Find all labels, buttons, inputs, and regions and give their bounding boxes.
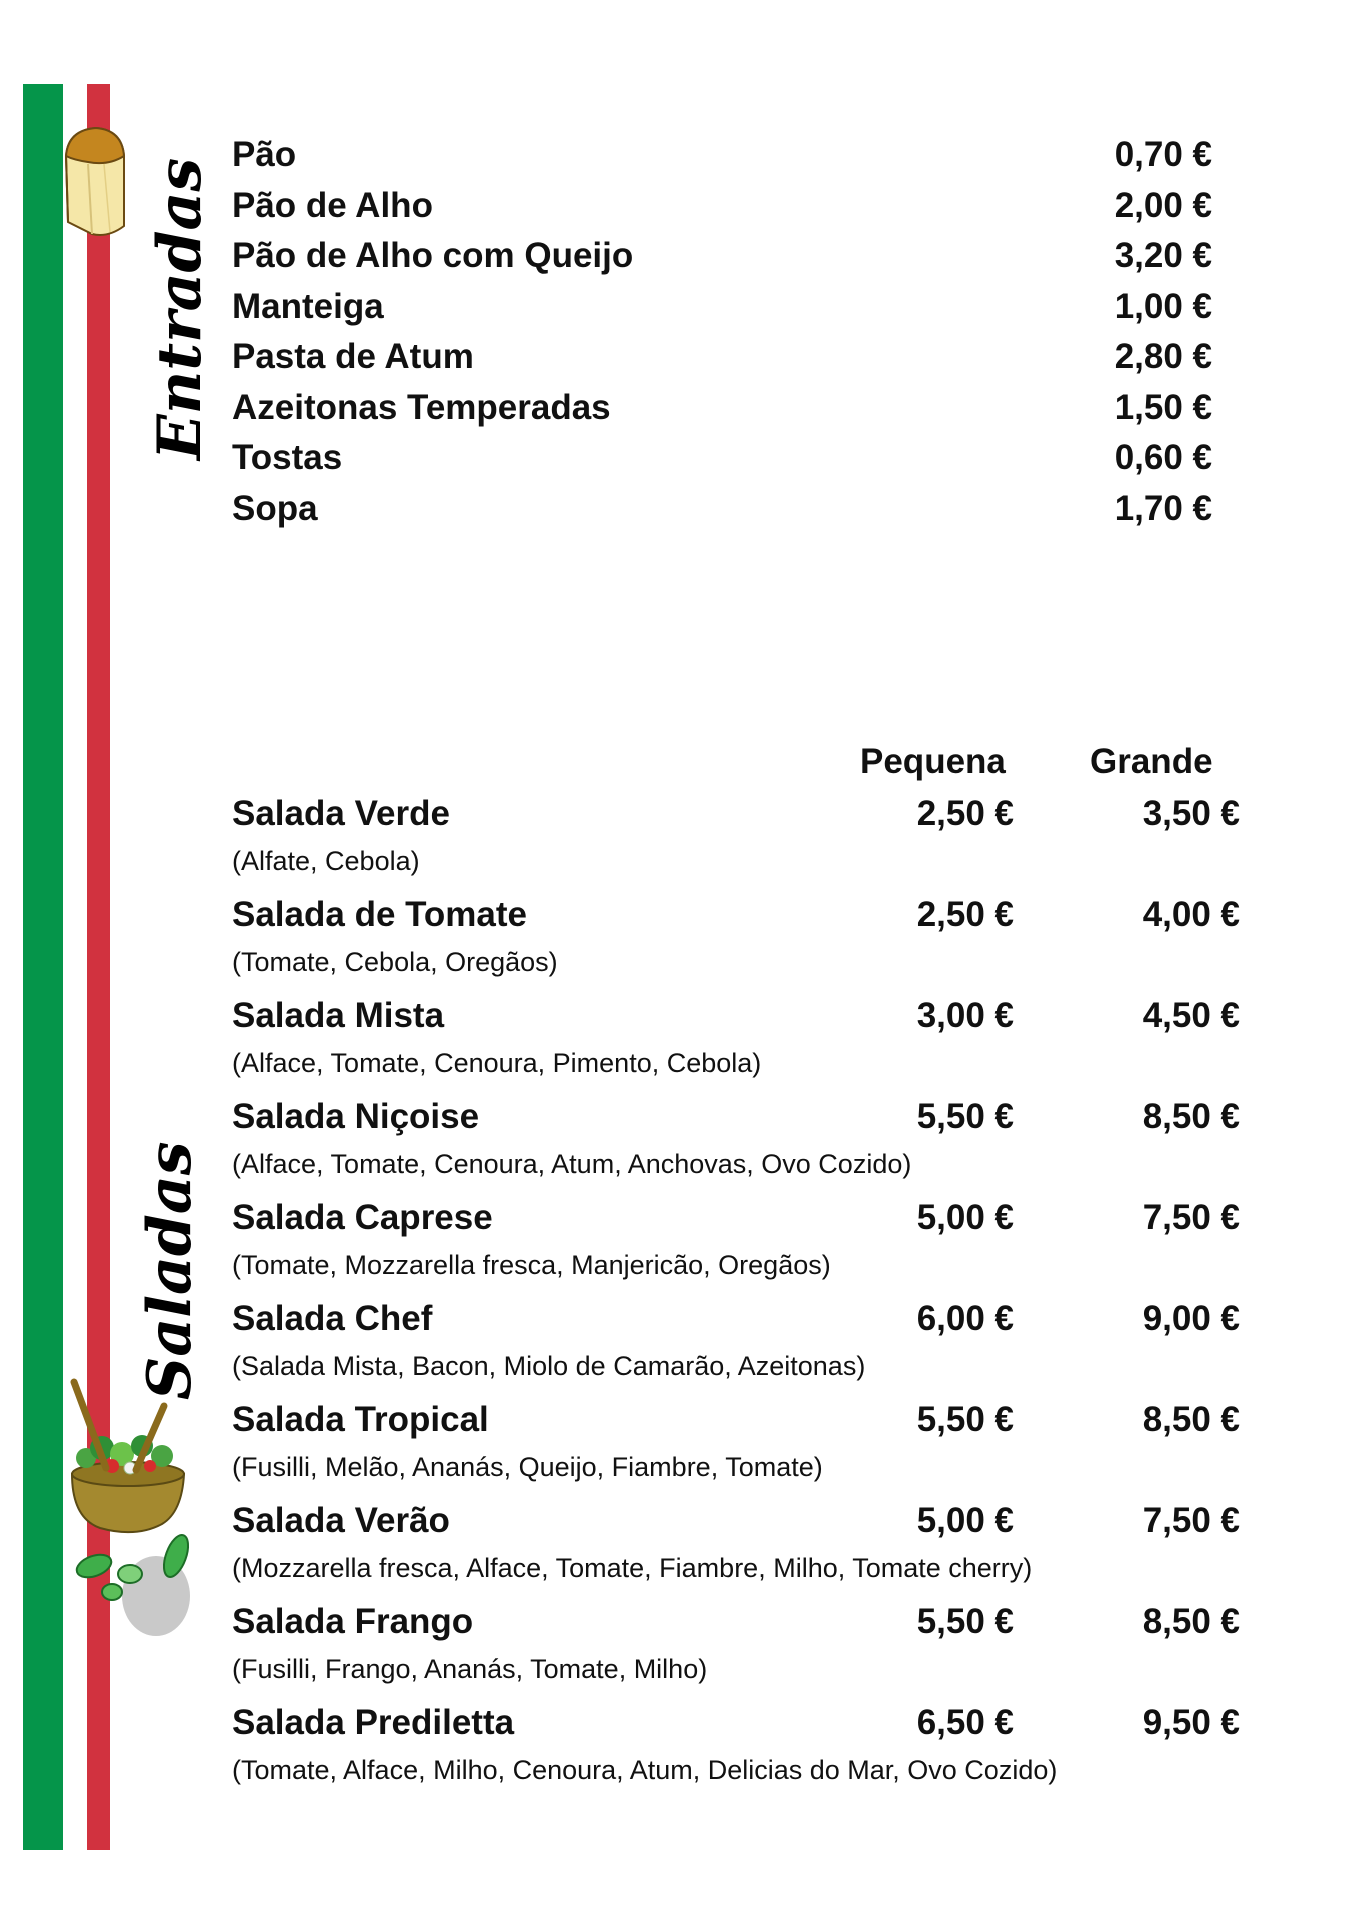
bread-icon bbox=[58, 126, 128, 241]
item-price: 1,70 € bbox=[1114, 488, 1212, 528]
salad-description: (Tomate, Mozzarella fresca, Manjericão, Oregãos) bbox=[232, 1250, 831, 1280]
menu-item bbox=[232, 181, 1212, 232]
item-name: Pasta de Atum bbox=[232, 337, 474, 376]
item-name: Manteiga bbox=[232, 286, 384, 326]
item-price: 2,80 € bbox=[1114, 337, 1212, 376]
price-large: 7,50 € bbox=[1142, 1198, 1240, 1237]
saladas-list bbox=[232, 790, 1252, 1800]
salad-name: Salada Prediletta bbox=[232, 1703, 515, 1742]
menu-item bbox=[232, 282, 1212, 333]
price-large: 9,50 € bbox=[1142, 1703, 1240, 1742]
flag-stripe-green bbox=[23, 84, 63, 1850]
salad-description: (Tomate, Alface, Milho, Cenoura, Atum, Delicias do Mar, Ovo Cozido) bbox=[232, 1755, 1058, 1785]
item-price: 3,20 € bbox=[1114, 236, 1212, 275]
salad-description: (Salada Mista, Bacon, Miolo de Camarão, Azeitonas) bbox=[232, 1351, 866, 1381]
item-price: 1,00 € bbox=[1114, 286, 1212, 326]
salad-item bbox=[232, 1699, 1252, 1800]
menu-item bbox=[232, 433, 1212, 484]
salad-description: (Alface, Tomate, Cenoura, Pimento, Cebola) bbox=[232, 1048, 762, 1078]
item-price: 2,00 € bbox=[1114, 185, 1212, 225]
price-small: 2,50 € bbox=[916, 794, 1014, 833]
item-price: 1,50 € bbox=[1114, 387, 1212, 427]
salad-item bbox=[232, 1194, 1252, 1295]
salad-description: (Fusilli, Melão, Ananás, Queijo, Fiambre, Tomate) bbox=[232, 1452, 823, 1482]
column-header-grande: Grande bbox=[1090, 742, 1213, 781]
salad-description: (Tomate, Cebola, Oregãos) bbox=[232, 947, 558, 977]
price-large: 8,50 € bbox=[1142, 1400, 1240, 1439]
item-price: 0,70 € bbox=[1114, 135, 1212, 174]
salad-name: Salada Chef bbox=[232, 1299, 433, 1338]
entradas-list bbox=[232, 130, 1212, 534]
menu-item bbox=[232, 484, 1212, 535]
price-small: 5,00 € bbox=[916, 1198, 1014, 1237]
item-price: 0,60 € bbox=[1114, 438, 1212, 477]
salad-name: Salada Verde bbox=[232, 794, 450, 833]
price-small: 5,50 € bbox=[916, 1097, 1014, 1136]
item-name: Pão bbox=[232, 135, 297, 174]
price-small: 2,50 € bbox=[916, 895, 1014, 934]
item-name: Pão de Alho com Queijo bbox=[232, 236, 634, 275]
price-large: 4,50 € bbox=[1142, 996, 1240, 1035]
salad-description: (Mozzarella fresca, Alface, Tomate, Fiambre, Milho, Tomate cherry) bbox=[232, 1553, 1033, 1583]
price-large: 7,50 € bbox=[1142, 1501, 1240, 1540]
menu-item bbox=[232, 231, 1212, 282]
section-title-saladas: Saladas bbox=[135, 1141, 205, 1400]
salad-name: Salada Caprese bbox=[232, 1198, 493, 1237]
salad-name: Salada Frango bbox=[232, 1602, 474, 1641]
salad-description: (Fusilli, Frango, Ananás, Tomate, Milho) bbox=[232, 1654, 708, 1684]
salad-description: (Alface, Tomate, Cenoura, Atum, Anchovas, Ovo Cozido) bbox=[232, 1149, 912, 1179]
salad-item bbox=[232, 1598, 1252, 1699]
item-name: Tostas bbox=[232, 438, 343, 477]
item-name: Pão de Alho bbox=[232, 185, 433, 225]
menu-item bbox=[232, 383, 1212, 434]
salad-name: Salada Mista bbox=[232, 996, 445, 1035]
item-name: Sopa bbox=[232, 488, 318, 528]
salad-name: Salada Verão bbox=[232, 1501, 450, 1540]
price-large: 9,00 € bbox=[1142, 1299, 1240, 1338]
item-name: Azeitonas Temperadas bbox=[232, 387, 611, 427]
price-large: 4,00 € bbox=[1142, 895, 1240, 934]
column-header-pequena: Pequena bbox=[860, 742, 1006, 781]
salad-bowl-icon bbox=[66, 1378, 198, 1638]
menu-item bbox=[232, 130, 1212, 181]
section-title-entradas: Entradas bbox=[145, 157, 215, 460]
salad-item bbox=[232, 891, 1252, 992]
price-large: 8,50 € bbox=[1142, 1097, 1240, 1136]
salad-item bbox=[232, 790, 1252, 891]
price-small: 5,50 € bbox=[916, 1400, 1014, 1439]
salad-description: (Alfate, Cebola) bbox=[232, 846, 420, 876]
salad-name: Salada Tropical bbox=[232, 1400, 489, 1439]
price-small: 6,50 € bbox=[916, 1703, 1014, 1742]
price-small: 6,00 € bbox=[916, 1299, 1014, 1338]
salad-item bbox=[232, 1396, 1252, 1497]
salad-name: Salada de Tomate bbox=[232, 895, 528, 934]
price-small: 5,00 € bbox=[916, 1501, 1014, 1540]
price-small: 3,00 € bbox=[916, 996, 1014, 1035]
menu-item bbox=[232, 332, 1212, 383]
salad-name: Salada Niçoise bbox=[232, 1097, 480, 1136]
salad-item bbox=[232, 1295, 1252, 1396]
salad-item bbox=[232, 992, 1252, 1093]
salad-item bbox=[232, 1497, 1252, 1598]
salad-item bbox=[232, 1093, 1252, 1194]
price-large: 3,50 € bbox=[1142, 794, 1240, 833]
price-large: 8,50 € bbox=[1142, 1602, 1240, 1641]
price-small: 5,50 € bbox=[916, 1602, 1014, 1641]
